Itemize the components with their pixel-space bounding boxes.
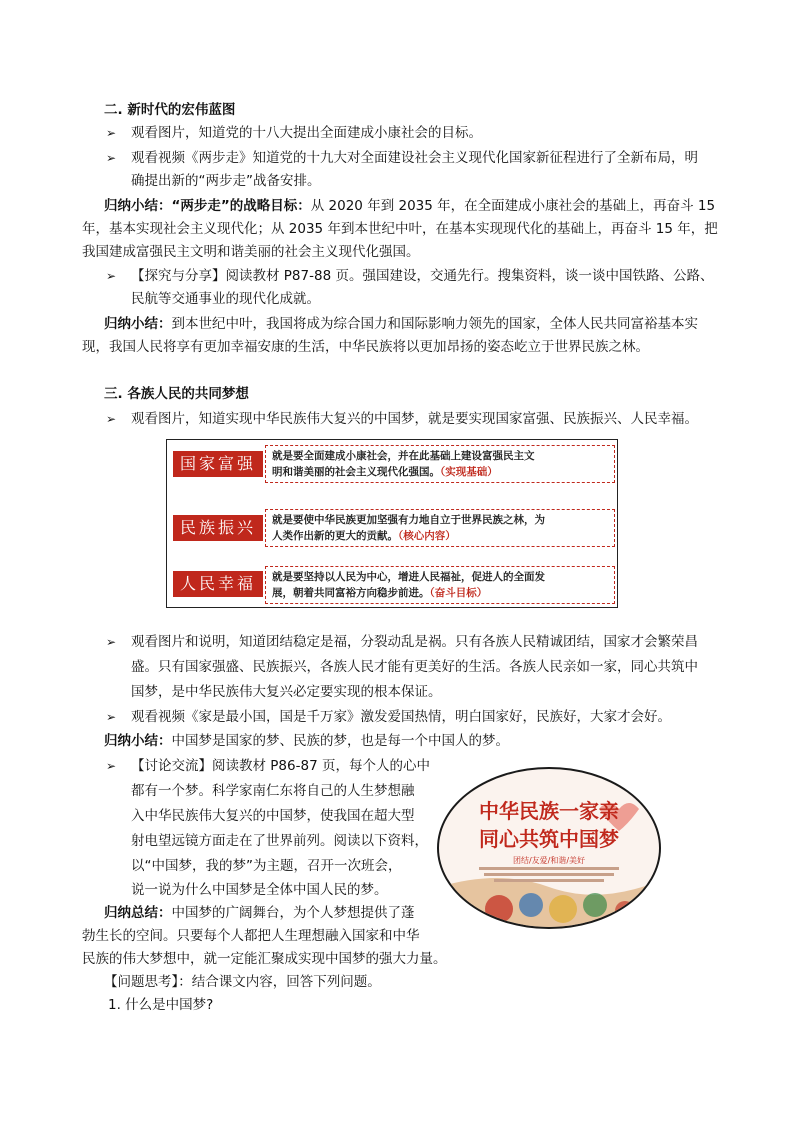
arrow-bullet-icon: ➢	[106, 635, 117, 649]
summary-label: 归纳总结：	[104, 905, 172, 921]
question-item: 1. 什么是中国梦?	[108, 997, 214, 1013]
bullet-text: 观看视频《家是最小国，国是千万家》激发爱国热情，明白国家好，民族好，大家才会好。	[131, 709, 671, 725]
arrow-bullet-icon: ➢	[106, 759, 117, 773]
bullet-text: 观看视频《两步走》知道党的十九大对全面建设社会主义现代化国家新征程进行了全新布局，明	[131, 150, 698, 166]
summary-paragraph	[104, 903, 415, 923]
arrow-bullet-icon: ➢	[106, 269, 117, 283]
summary-text: 中国梦是国家的梦、民族的梦，也是每一个中国人的梦。	[171, 733, 509, 749]
section-heading: 三. 各族人民的共同梦想	[104, 386, 249, 402]
arrow-bullet-icon: ➢	[106, 126, 117, 140]
label-happiness: 人民幸福	[173, 571, 263, 597]
bullet-text: 国梦，是中华民族伟大复兴必定要实现的根本保证。	[131, 684, 442, 700]
bullet-text: 观看图片，知道党的十八大提出全面建成小康社会的目标。	[131, 125, 482, 141]
description-rejuvenation: 就是要使中华民族更加坚强有力地自立于世界民族之林，为 人类作出新的更大的贡献。（核心内容）	[265, 509, 615, 547]
bullet-text: 入中华民族伟大复兴的中国梦，使我国在超大型	[131, 808, 415, 824]
unity-poster-image	[437, 767, 661, 929]
bullet-text: 观看图片，知道实现中华民族伟大复兴的中国梦，就是要实现国家富强、民族振兴、人民幸福。	[131, 411, 698, 427]
summary-text: 我国建成富强民主文明和谐美丽的社会主义现代化强国。	[82, 244, 420, 260]
summary-label: 归纳小结：	[104, 733, 172, 749]
bullet-text: 【讨论交流】阅读教材 P86-87 页，每个人的心中	[131, 758, 430, 774]
bullet-text: 说一说为什么中国梦是全体中国人民的梦。	[131, 882, 388, 898]
summary-text: 现，我国人民将享有更加幸福安康的生活，中华民族将以更加昂扬的姿态屹立于世界民族之林。	[82, 339, 649, 355]
bullet-text: 确提出新的“两步走”战备安排。	[131, 173, 321, 189]
summary-paragraph	[104, 314, 698, 334]
poster-subtitle: 团结/友爱/和谐/美好	[512, 856, 586, 865]
summary-label: 归纳小结：“两步走”的战略目标：	[104, 198, 311, 214]
bullet-text: 射电望远镜方面走在了世界前列。阅读以下资料，	[131, 833, 428, 849]
dream-figure	[166, 439, 618, 608]
label-prosperity: 国家富强	[173, 451, 263, 477]
bullet-text: 以“中国梦，我的梦”为主题，召开一次班会，	[131, 858, 402, 874]
summary-text: 中国梦的广阔舞台，为个人梦想提供了蓬	[171, 905, 415, 921]
summary-text: 民族的伟大梦想中，就一定能汇聚成实现中国梦的强大力量。	[82, 951, 447, 967]
bullet-text: 民航等交通事业的现代化成就。	[131, 291, 320, 307]
bullet-text: 【探究与分享】阅读教材 P87-88 页。强国建设，交通先行。搜集资料，谈一谈中国铁路、公路、	[131, 268, 714, 284]
arrow-bullet-icon: ➢	[106, 412, 117, 426]
summary-text: 到本世纪中叶，我国将成为综合国力和国际影响力领先的国家，全体人民共同富裕基本实	[171, 316, 698, 332]
description-prosperity: 就是要全面建成小康社会，并在此基础上建设富强民主文 明和谐美丽的社会主义现代化强国。（实现基础）	[265, 445, 615, 483]
bullet-text: 都有一个梦。科学家南仁东将自己的人生梦想融	[131, 783, 415, 799]
arrow-bullet-icon: ➢	[106, 710, 117, 724]
bullet-text: 观看图片和说明，知道团结稳定是福，分裂动乱是祸。只有各族人民精诚团结，国家才会繁荣昌	[131, 634, 698, 650]
summary-text: 勃生长的空间。只要每个人都把人生理想融入国家和中华	[82, 928, 420, 944]
summary-text: 从 2020 年到 2035 年，在全面建成小康社会的基础上，再奋斗 15	[310, 198, 716, 214]
arrow-bullet-icon: ➢	[106, 151, 117, 165]
summary-text: 年，基本实现社会主义现代化；从 2035 年到本世纪中叶，在基本实现现代化的基础上，再奋斗 15 年，把	[82, 221, 718, 237]
bullet-text: 盛。只有国家强盛、民族振兴，各族人民才能有更美好的生活。各族人民亲如一家，同心共筑中	[131, 659, 698, 675]
description-happiness: 就是要坚持以人民为中心，增进人民福祉，促进人的全面发 展，朝着共同富裕方向稳步前进。（奋斗目标）	[265, 566, 615, 604]
poster-title-line2: 同心共筑中国梦	[479, 827, 619, 851]
summary-label: 归纳小结：	[104, 316, 172, 332]
summary-paragraph	[104, 196, 715, 216]
section-heading: 二. 新时代的宏伟蓝图	[104, 102, 236, 118]
question-prompt: 【问题思考】：结合课文内容，回答下列问题。	[104, 974, 381, 990]
summary-paragraph	[104, 731, 509, 751]
poster-fine-print	[439, 867, 659, 882]
poster-title-line1: 中华民族一家亲	[479, 799, 619, 823]
label-rejuvenation: 民族振兴	[173, 515, 263, 541]
